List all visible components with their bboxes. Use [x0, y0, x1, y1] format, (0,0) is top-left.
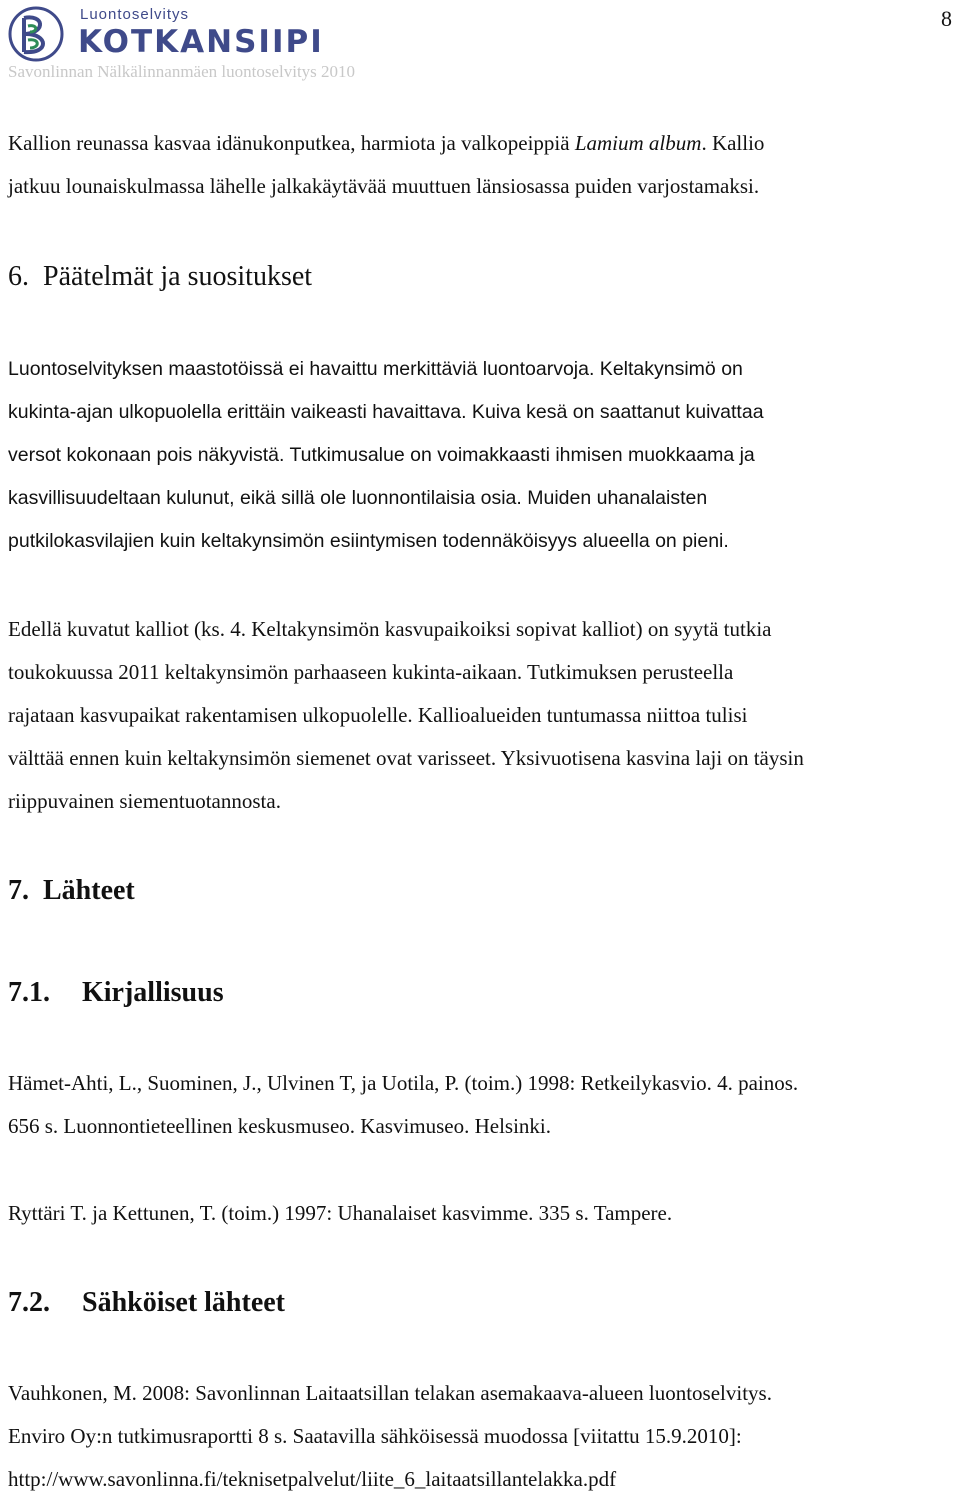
species-name: Lamium album: [574, 131, 702, 155]
section-7-number: 7.: [8, 875, 29, 906]
section-6-title: Päätelmät ja suositukset: [43, 261, 313, 292]
reference-entry: [8, 1062, 960, 1148]
reference-line: Enviro Oy:n tutkimusraportti 8 s. Saatavilla sähköisessä muodossa [viitattu 15.9.2010]:: [8, 1424, 742, 1448]
section-7-title: Lähteet: [43, 875, 135, 906]
reference-line: Vauhkonen, M. 2008: Savonlinnan Laitaatsillan telakan asemakaava-alueen luontoselvitys.: [8, 1381, 772, 1405]
reference-entry: [8, 1372, 960, 1501]
logo-wordmark: KOTKANSIIPI: [78, 24, 324, 60]
section-6-number: 6.: [8, 261, 29, 292]
section-7-1-heading: [8, 976, 224, 1010]
intro-line1-start: Kallion reunassa kasvaa idänukonputkea, harmiota ja valkopeippiä: [8, 131, 575, 155]
p2-line: riippuvainen siementuotannosta.: [8, 789, 281, 813]
p1-line: kukinta-ajan ulkopuolella erittäin vaikeasti havaittava. Kuiva kesä on saattanut kuivattaa: [8, 401, 764, 423]
p2-line: Edellä kuvatut kalliot (ks. 4. Keltakynsimön kasvupaikoiksi sopivat kalliot) on syytä tutkia: [8, 617, 772, 641]
kotkansiipi-logo-icon: [8, 4, 68, 64]
reference-line: Ryttäri T. ja Kettunen, T. (toim.) 1997: Uhanalaiset kasvimme. 335 s. Tampere.: [8, 1201, 673, 1225]
intro-paragraph: [8, 122, 960, 208]
p2-line: välttää ennen kuin keltakynsimön siemenet ovat varisseet. Yksivuotisena kasvina laji on täysin: [8, 746, 804, 770]
page-number: 8: [941, 6, 952, 31]
p1-line: Luontoselvityksen maastotöissä ei havaittu merkittäviä luontoarvoja. Keltakynsimö on: [8, 358, 743, 380]
conclusions-paragraph-1: [8, 348, 960, 563]
section-7-1-title: Kirjallisuus: [82, 977, 224, 1008]
section-7-1-number: 7.1.: [8, 977, 50, 1008]
reference-line: Hämet-Ahti, L., Suominen, J., Ulvinen T, ja Uotila, P. (toim.) 1998: Retkeilykasvio. 4. painos.: [8, 1071, 799, 1095]
page-header: [8, 4, 952, 84]
p2-line: toukokuussa 2011 keltakynsimön parhaaseen kukinta-aikaan. Tutkimuksen perusteella: [8, 660, 734, 684]
p1-line: kasvillisuudeltaan kulunut, eikä sillä ole luonnontilaisia osia. Muiden uhanalaisten: [8, 487, 708, 509]
section-6-heading: [8, 260, 312, 294]
logo-tagline: Luontoselvitys: [80, 6, 190, 23]
reference-url[interactable]: http://www.savonlinna.fi/teknisetpalvelut/liite_6_laitaatsillantelakka.pdf: [8, 1467, 617, 1491]
reference-line: 656 s. Luonnontieteellinen keskusmuseo. Kasvimuseo. Helsinki.: [8, 1114, 552, 1138]
intro-line2: jatkuu lounaiskulmassa lähelle jalkakäytävää muuttuen länsiosassa puiden varjostamaksi.: [8, 174, 760, 198]
reference-entry: [8, 1192, 960, 1235]
section-7-2-heading: [8, 1286, 285, 1320]
section-7-heading: [8, 874, 135, 908]
p2-line: rajataan kasvupaikat rakentamisen ulkopuolelle. Kallioalueiden tuntumassa niittoa tulisi: [8, 703, 748, 727]
conclusions-paragraph-2: [8, 608, 960, 823]
intro-line1-end: . Kallio: [701, 131, 765, 155]
p1-line: versot kokonaan pois näkyvistä. Tutkimusalue on voimakkaasti ihmisen muokkaama ja: [8, 444, 755, 466]
p1-line: putkilokasvilajien kuin keltakynsimön esiintymisen todennäköisyys alueella on pieni.: [8, 530, 729, 552]
running-title: Savonlinnan Nälkälinnanmäen luontoselvitys 2010: [8, 62, 356, 81]
section-7-2-title: Sähköiset lähteet: [82, 1287, 285, 1318]
section-7-2-number: 7.2.: [8, 1287, 50, 1318]
